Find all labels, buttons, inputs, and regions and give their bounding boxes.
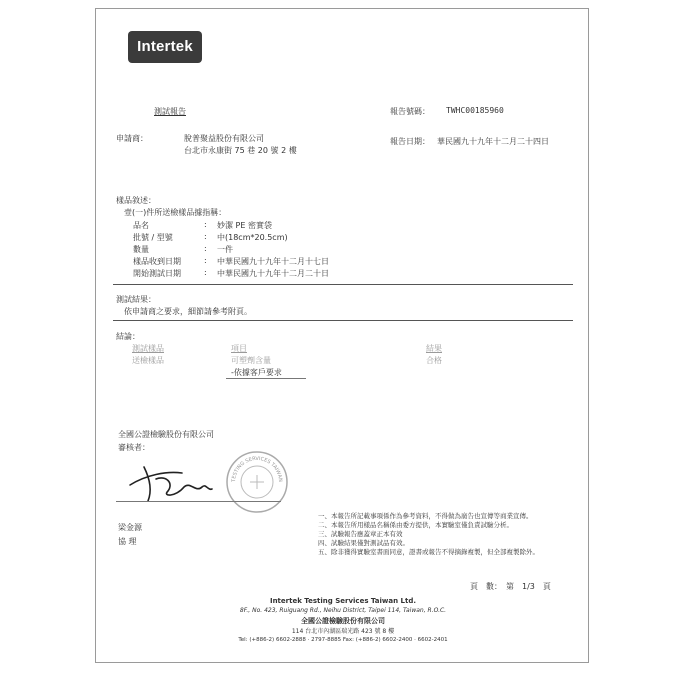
note-item: 一、本報告所記載事項係作為參考資料，不得做為廣告也宣傳等商業宣傳。 bbox=[318, 512, 533, 520]
divider bbox=[113, 284, 573, 285]
report-no: TWHC00185960 bbox=[446, 106, 504, 115]
footer-address-en: 8F., No. 423, Ruiguang Rd., Neihu District, Taipei 114, Taiwan, R.O.C. bbox=[239, 607, 447, 614]
test-result-heading: 測試結果： bbox=[116, 295, 156, 304]
report-no-label: 報告號碼： bbox=[390, 107, 430, 116]
applicant-label: 申請商： bbox=[116, 134, 148, 143]
sample-row-colon: : bbox=[204, 244, 207, 253]
conclusion-heading: 結論： bbox=[116, 332, 140, 341]
underline bbox=[226, 378, 306, 379]
sample-row-value: 中(18cm*20.5cm) bbox=[217, 233, 288, 242]
applicant-name: 脫普聚益股份有限公司 bbox=[184, 134, 264, 143]
page-count-label: 頁 數： bbox=[470, 582, 502, 591]
sample-row-colon: : bbox=[204, 232, 207, 241]
sample-row-value: 中華民國九十九年十二月十七日 bbox=[217, 257, 329, 266]
sample-heading: 樣品敘述： bbox=[116, 196, 156, 205]
seal-text: TESTING SERVICES TAIWAN bbox=[230, 455, 284, 483]
sample-row-value: 中華民國九十九年十二月二十日 bbox=[217, 269, 329, 278]
row-sample: 送檢樣品 bbox=[132, 356, 164, 365]
sample-row-colon: : bbox=[204, 220, 207, 229]
signature-line bbox=[116, 501, 281, 502]
reviewer-label: 審核者： bbox=[118, 443, 150, 452]
intertek-logo: Intertek bbox=[128, 31, 202, 63]
row-item: 可塑劑含量 bbox=[231, 356, 271, 365]
sample-intro: 壹(一)件所送檢樣品據指稱： bbox=[124, 208, 227, 217]
signer-name: 梁金源 bbox=[118, 523, 142, 532]
col-result-header: 結果 bbox=[426, 344, 442, 353]
divider bbox=[113, 320, 573, 321]
footer-address-zh: 114 台北市內湖區瑞光路 423 號 8 樓 bbox=[291, 628, 395, 635]
footer-contact: Tel: (+886-2) 6602-2888 · 2797-8885 Fax: (+886-2) 6602-2400 · 6602-2401 bbox=[238, 637, 448, 643]
report-date: 華民國九十九年十二月二十四日 bbox=[437, 137, 549, 146]
sample-row-label: 數量 bbox=[133, 245, 149, 254]
signature bbox=[126, 457, 216, 505]
sample-row-label: 品名 bbox=[133, 221, 149, 230]
page-count-value: 第 1/3 頁 bbox=[506, 582, 551, 591]
sample-row-label: 開始測試日期 bbox=[133, 269, 181, 278]
test-result-text: 依申請商之要求，細節請參考附頁。 bbox=[124, 307, 252, 316]
col-item-header: 項目 bbox=[231, 344, 247, 353]
note-item: 四、試驗結果僅對測試品有效。 bbox=[318, 539, 409, 547]
report-date-label: 報告日期： bbox=[390, 137, 430, 146]
row-note: -依據客戶要求 bbox=[231, 368, 282, 377]
document-page bbox=[95, 8, 589, 663]
note-item: 五、除非獲得實驗室書面同意，證書或報告不得摘錄複製，但全部複製除外。 bbox=[318, 548, 539, 556]
signoff-company: 全國公證檢驗股份有限公司 bbox=[118, 430, 214, 439]
sample-row-colon: : bbox=[204, 256, 207, 265]
footer-company-en: Intertek Testing Services Taiwan Ltd. bbox=[269, 597, 417, 605]
sample-row-value: 一件 bbox=[217, 245, 233, 254]
sample-row-label: 樣品收到日期 bbox=[133, 257, 181, 266]
signer-title: 協 理 bbox=[118, 537, 137, 546]
applicant-address: 台北市永康街 75 巷 20 號 2 樓 bbox=[184, 146, 297, 155]
sample-row-value: 妙潔 PE 密實袋 bbox=[217, 221, 272, 230]
report-title: 測試報告 bbox=[154, 107, 186, 116]
col-sample-header: 測試樣品 bbox=[132, 344, 164, 353]
sample-row-label: 批號 / 型號 bbox=[133, 233, 173, 242]
company-seal bbox=[224, 449, 290, 515]
row-result: 合格 bbox=[426, 356, 442, 365]
footer-company-zh: 全國公證檢驗股份有限公司 bbox=[301, 617, 385, 625]
note-item: 三、試驗報告應蓋章正本有效 bbox=[318, 530, 403, 538]
note-item: 二、本報告所用樣品名稱係由委方提供，本實驗室僅負責試驗分析。 bbox=[318, 521, 513, 529]
sample-row-colon: : bbox=[204, 268, 207, 277]
